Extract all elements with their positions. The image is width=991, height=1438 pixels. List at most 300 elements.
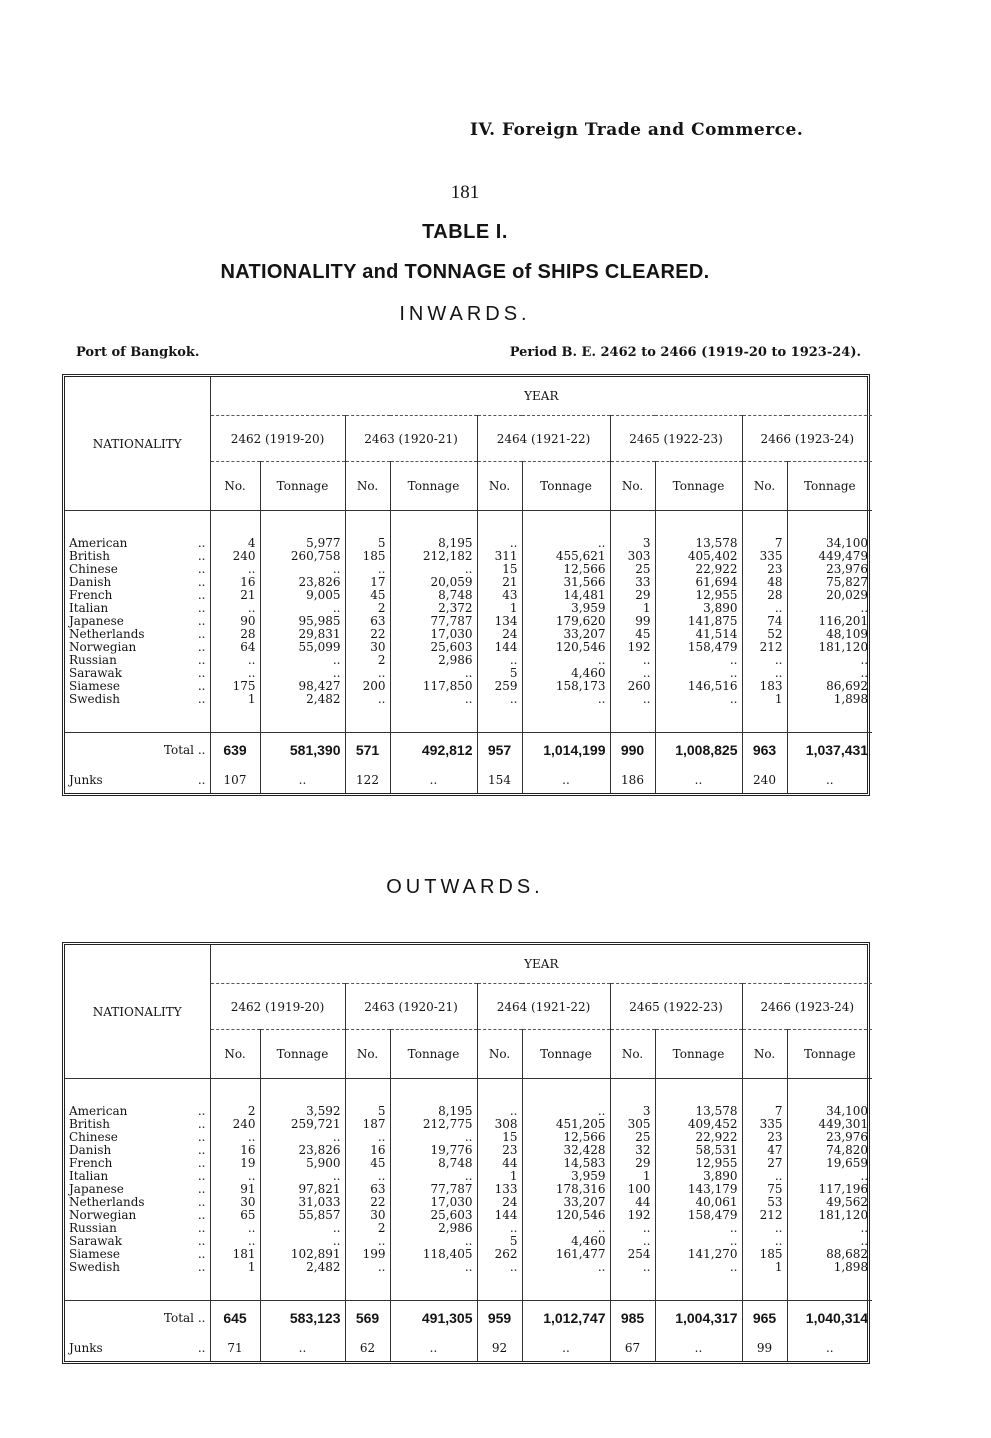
cell-value: 187	[345, 1118, 390, 1131]
cell-value: 55,099	[260, 641, 345, 654]
junks-label: Junks	[69, 1341, 103, 1355]
period-header: 2465 (1922-23)	[610, 416, 742, 462]
cell-value: 405,402	[655, 550, 742, 563]
total-value: 571	[345, 733, 390, 768]
cell-value: 19,659	[787, 1157, 872, 1170]
no-header: No.	[477, 1030, 522, 1079]
nationality-name: American	[69, 537, 128, 550]
cell-value: 144	[477, 641, 522, 654]
leader-dots: ..	[197, 1196, 206, 1209]
junks-value: ..	[260, 1335, 345, 1361]
cell-value: 409,452	[655, 1118, 742, 1131]
table-row	[65, 667, 872, 680]
outwards-heading: OUTWARDS.	[386, 876, 544, 898]
cell-value: 254	[610, 1248, 655, 1261]
cell-value: 90	[210, 615, 260, 628]
cell-value: ..	[787, 602, 872, 615]
cell-value: 64	[210, 641, 260, 654]
table-row	[65, 654, 872, 667]
cell-value: ..	[522, 693, 610, 706]
nationality-name: American	[69, 1105, 128, 1118]
table-row	[65, 1131, 872, 1144]
period-header: 2464 (1921-22)	[477, 984, 610, 1030]
cell-value: 17,030	[390, 628, 477, 641]
period-header: 2465 (1922-23)	[610, 984, 742, 1030]
cell-value: ..	[260, 654, 345, 667]
cell-value: 2	[345, 654, 390, 667]
cell-value: ..	[610, 1261, 655, 1274]
cell-value: 134	[477, 615, 522, 628]
cell-value: ..	[787, 667, 872, 680]
total-label: Total	[163, 1311, 195, 1325]
cell-value: ..	[477, 1105, 522, 1118]
cell-value: ..	[345, 667, 390, 680]
leader-dots: ..	[197, 589, 206, 602]
cell-value: 29	[610, 589, 655, 602]
cell-value: 34,100	[787, 537, 872, 550]
cell-value: 335	[742, 550, 787, 563]
cell-value: 240	[210, 1118, 260, 1131]
cell-value: 141,875	[655, 615, 742, 628]
cell-value: 77,787	[390, 1183, 477, 1196]
total-value: 569	[345, 1301, 390, 1336]
cell-value: 19	[210, 1157, 260, 1170]
no-header: No.	[742, 1030, 787, 1079]
cell-value: 2	[345, 602, 390, 615]
cell-value: 1	[210, 1261, 260, 1274]
cell-value: 100	[610, 1183, 655, 1196]
no-header: No.	[742, 462, 787, 511]
table-row	[65, 1157, 872, 1170]
cell-value: 49,562	[787, 1196, 872, 1209]
cell-value: ..	[260, 1170, 345, 1183]
cell-value: 1	[477, 602, 522, 615]
nationality-name: Netherlands	[69, 1196, 145, 1209]
cell-value: 25	[610, 1131, 655, 1144]
cell-value: 19,776	[390, 1144, 477, 1157]
junks-value: 107	[210, 767, 260, 793]
cell-value: ..	[655, 654, 742, 667]
cell-value: 77,787	[390, 615, 477, 628]
total-value: 965	[742, 1301, 787, 1336]
cell-value: 29,831	[260, 628, 345, 641]
cell-value: ..	[742, 602, 787, 615]
cell-value: 4,460	[522, 667, 610, 680]
nationality-name: Russian	[69, 1222, 117, 1235]
junks-value: 99	[742, 1335, 787, 1361]
total-value: 963	[742, 733, 787, 768]
period-header: 2466 (1923-24)	[742, 984, 872, 1030]
period-header: 2462 (1919-20)	[210, 416, 345, 462]
cell-value: 21	[210, 589, 260, 602]
nationality-name: Norwegian	[69, 1209, 137, 1222]
table-title: TABLE I.	[422, 221, 508, 243]
cell-value: 1	[477, 1170, 522, 1183]
leader-dots: ..	[197, 1341, 206, 1355]
cell-value: 3	[610, 1105, 655, 1118]
cell-value: 15	[477, 1131, 522, 1144]
cell-value: 23,826	[260, 576, 345, 589]
cell-value: 48	[742, 576, 787, 589]
leader-dots: ..	[197, 1248, 206, 1261]
cell-value: ..	[522, 1222, 610, 1235]
cell-value: ..	[260, 667, 345, 680]
period-label: Period B. E. 2462 to 2466 (1919-20 to 1923-24).	[509, 345, 861, 360]
cell-value: ..	[390, 563, 477, 576]
table-row	[65, 641, 872, 654]
table-subtitle: NATIONALITY and TONNAGE of SHIPS CLEARED.	[220, 261, 710, 283]
no-header: No.	[345, 1030, 390, 1079]
table-row	[65, 1222, 872, 1235]
cell-value: 181	[210, 1248, 260, 1261]
cell-value: ..	[610, 667, 655, 680]
cell-value: 158,173	[522, 680, 610, 693]
nationality-name: Sarawak	[69, 1235, 122, 1248]
nationality-name: Sarawak	[69, 667, 122, 680]
cell-value: 24	[477, 1196, 522, 1209]
cell-value: 8,748	[390, 1157, 477, 1170]
cell-value: 1	[610, 1170, 655, 1183]
table-row	[65, 693, 872, 706]
cell-value: 45	[345, 589, 390, 602]
table-row	[65, 680, 872, 693]
nationality-name: Chinese	[69, 1131, 118, 1144]
inwards-heading: INWARDS.	[399, 303, 531, 325]
cell-value: 3,959	[522, 1170, 610, 1183]
nationality-name: British	[69, 550, 110, 563]
period-header: 2464 (1921-22)	[477, 416, 610, 462]
cell-value: 3,592	[260, 1105, 345, 1118]
total-value: 1,014,199	[522, 733, 610, 768]
cell-value: 13,578	[655, 1105, 742, 1118]
cell-value: 259	[477, 680, 522, 693]
cell-value: 116,201	[787, 615, 872, 628]
cell-value: ..	[655, 1235, 742, 1248]
table-row	[65, 1196, 872, 1209]
cell-value: 8,748	[390, 589, 477, 602]
period-header: 2463 (1920-21)	[345, 416, 477, 462]
cell-value: 99	[610, 615, 655, 628]
cell-value: ..	[655, 1222, 742, 1235]
nationality-name: Japanese	[69, 1183, 124, 1196]
year-header: YEAR	[210, 945, 872, 984]
table-row	[65, 1170, 872, 1183]
cell-value: 33,207	[522, 628, 610, 641]
cell-value: 65	[210, 1209, 260, 1222]
cell-value: 44	[477, 1157, 522, 1170]
cell-value: 141,270	[655, 1248, 742, 1261]
cell-value: 1	[610, 602, 655, 615]
total-value: 583,123	[260, 1301, 345, 1336]
leader-dots: ..	[197, 641, 206, 654]
cell-value: 44	[610, 1196, 655, 1209]
cell-value: 7	[742, 537, 787, 550]
cell-value: ..	[345, 693, 390, 706]
cell-value: ..	[477, 654, 522, 667]
junks-value: ..	[655, 767, 742, 793]
year-header: YEAR	[210, 377, 872, 416]
cell-value: 175	[210, 680, 260, 693]
leader-dots: ..	[197, 1235, 206, 1248]
cell-value: ..	[742, 1235, 787, 1248]
cell-value: 185	[345, 550, 390, 563]
nationality-name: Swedish	[69, 693, 120, 706]
junks-value: ..	[787, 1335, 872, 1361]
cell-value: 31,566	[522, 576, 610, 589]
cell-value: 12,955	[655, 589, 742, 602]
cell-value: 22,922	[655, 563, 742, 576]
leader-dots: ..	[197, 743, 206, 757]
table-row	[65, 1144, 872, 1157]
cell-value: 200	[345, 680, 390, 693]
no-header: No.	[210, 462, 260, 511]
cell-value: ..	[742, 1170, 787, 1183]
cell-value: ..	[610, 693, 655, 706]
cell-value: ..	[260, 1235, 345, 1248]
no-header: No.	[610, 1030, 655, 1079]
cell-value: 3,890	[655, 1170, 742, 1183]
cell-value: 98,427	[260, 680, 345, 693]
cell-value: 158,479	[655, 1209, 742, 1222]
tonnage-header: Tonnage	[655, 462, 742, 511]
cell-value: 212	[742, 641, 787, 654]
leader-dots: ..	[197, 1222, 206, 1235]
cell-value: 16	[345, 1144, 390, 1157]
cell-value: ..	[522, 1105, 610, 1118]
cell-value: 28	[742, 589, 787, 602]
cell-value: 43	[477, 589, 522, 602]
table-row	[65, 1209, 872, 1222]
cell-value: ..	[477, 1222, 522, 1235]
cell-value: 48,109	[787, 628, 872, 641]
cell-value: ..	[345, 1170, 390, 1183]
table-row	[65, 615, 872, 628]
cell-value: 144	[477, 1209, 522, 1222]
cell-value: 8,195	[390, 537, 477, 550]
leader-dots: ..	[197, 1118, 206, 1131]
cell-value: 17,030	[390, 1196, 477, 1209]
cell-value: 12,566	[522, 1131, 610, 1144]
cell-value: ..	[210, 1131, 260, 1144]
cell-value: 185	[742, 1248, 787, 1261]
cell-value: 53	[742, 1196, 787, 1209]
cell-value: 212,775	[390, 1118, 477, 1131]
cell-value: 15	[477, 563, 522, 576]
cell-value: ..	[610, 1235, 655, 1248]
cell-value: 305	[610, 1118, 655, 1131]
cell-value: 311	[477, 550, 522, 563]
leader-dots: ..	[197, 563, 206, 576]
nationality-name: British	[69, 1118, 110, 1131]
cell-value: 14,583	[522, 1157, 610, 1170]
cell-value: 181,120	[787, 1209, 872, 1222]
leader-dots: ..	[197, 628, 206, 641]
cell-value: 335	[742, 1118, 787, 1131]
nationality-name: Swedish	[69, 1261, 120, 1274]
nationality-name: Russian	[69, 654, 117, 667]
tonnage-header: Tonnage	[522, 1030, 610, 1079]
cell-value: ..	[210, 654, 260, 667]
junks-value: ..	[522, 1335, 610, 1361]
leader-dots: ..	[197, 576, 206, 589]
cell-value: ..	[390, 1131, 477, 1144]
cell-value: ..	[210, 667, 260, 680]
cell-value: 5	[477, 1235, 522, 1248]
cell-value: ..	[477, 537, 522, 550]
junks-value: 62	[345, 1335, 390, 1361]
cell-value: ..	[655, 693, 742, 706]
cell-value: 4,460	[522, 1235, 610, 1248]
tonnage-header: Tonnage	[787, 462, 872, 511]
cell-value: 40,061	[655, 1196, 742, 1209]
cell-value: 2,986	[390, 654, 477, 667]
cell-value: 23	[742, 1131, 787, 1144]
cell-value: 260,758	[260, 550, 345, 563]
cell-value: 97,821	[260, 1183, 345, 1196]
total-value: 990	[610, 733, 655, 768]
leader-dots: ..	[197, 1311, 206, 1325]
total-row	[65, 1301, 872, 1336]
cell-value: 146,516	[655, 680, 742, 693]
junks-value: 240	[742, 767, 787, 793]
total-value: 1,040,314	[787, 1301, 872, 1336]
total-label: Total	[163, 743, 195, 757]
nationality-name: French	[69, 589, 113, 602]
junks-value: 71	[210, 1335, 260, 1361]
cell-value: 449,479	[787, 550, 872, 563]
cell-value: 24	[477, 628, 522, 641]
cell-value: 451,205	[522, 1118, 610, 1131]
cell-value: ..	[655, 1261, 742, 1274]
cell-value: ..	[522, 537, 610, 550]
cell-value: 133	[477, 1183, 522, 1196]
inwards-grid	[65, 377, 872, 793]
outwards-table	[62, 942, 870, 1364]
cell-value: 16	[210, 576, 260, 589]
leader-dots: ..	[197, 1261, 206, 1274]
leader-dots: ..	[197, 667, 206, 680]
cell-value: 22,922	[655, 1131, 742, 1144]
junks-row	[65, 1335, 872, 1361]
cell-value: ..	[210, 1235, 260, 1248]
table-row	[65, 589, 872, 602]
cell-value: 181,120	[787, 641, 872, 654]
cell-value: 17	[345, 576, 390, 589]
cell-value: ..	[742, 1222, 787, 1235]
junks-value: ..	[655, 1335, 742, 1361]
nationality-name: Norwegian	[69, 641, 137, 654]
junks-value: 186	[610, 767, 655, 793]
total-value: 1,012,747	[522, 1301, 610, 1336]
cell-value: 120,546	[522, 1209, 610, 1222]
leader-dots: ..	[197, 1131, 206, 1144]
cell-value: ..	[210, 563, 260, 576]
leader-dots: ..	[197, 537, 206, 550]
no-header: No.	[477, 462, 522, 511]
cell-value: 1,898	[787, 1261, 872, 1274]
cell-value: 2,482	[260, 693, 345, 706]
cell-value: ..	[345, 1235, 390, 1248]
tonnage-header: Tonnage	[260, 1030, 345, 1079]
junks-value: ..	[390, 767, 477, 793]
cell-value: 23,976	[787, 563, 872, 576]
cell-value: 179,620	[522, 615, 610, 628]
leader-dots: ..	[197, 1105, 206, 1118]
cell-value: 5	[477, 667, 522, 680]
cell-value: 22	[345, 1196, 390, 1209]
period-header: 2462 (1919-20)	[210, 984, 345, 1030]
cell-value: 199	[345, 1248, 390, 1261]
cell-value: ..	[742, 654, 787, 667]
port-label: Port of Bangkok.	[76, 345, 200, 360]
junks-value: 92	[477, 1335, 522, 1361]
junks-value: 67	[610, 1335, 655, 1361]
junks-value: ..	[260, 767, 345, 793]
cell-value: 120,546	[522, 641, 610, 654]
cell-value: 2,986	[390, 1222, 477, 1235]
cell-value: 2	[210, 1105, 260, 1118]
cell-value: 1	[742, 1261, 787, 1274]
cell-value: 52	[742, 628, 787, 641]
outwards-grid	[65, 945, 872, 1361]
cell-value: 2,372	[390, 602, 477, 615]
table-row	[65, 576, 872, 589]
table-row	[65, 1261, 872, 1274]
cell-value: 260	[610, 680, 655, 693]
cell-value: ..	[390, 667, 477, 680]
tonnage-header: Tonnage	[522, 462, 610, 511]
table-row	[65, 628, 872, 641]
table-row	[65, 1248, 872, 1261]
cell-value: ..	[390, 1170, 477, 1183]
tonnage-header: Tonnage	[260, 462, 345, 511]
cell-value: 308	[477, 1118, 522, 1131]
junks-value: 154	[477, 767, 522, 793]
table-row	[65, 537, 872, 550]
cell-value: 47	[742, 1144, 787, 1157]
cell-value: 41,514	[655, 628, 742, 641]
leader-dots: ..	[197, 680, 206, 693]
tonnage-header: Tonnage	[390, 1030, 477, 1079]
junks-row	[65, 767, 872, 793]
leader-dots: ..	[197, 1170, 206, 1183]
cell-value: 74,820	[787, 1144, 872, 1157]
table-row	[65, 1235, 872, 1248]
nationality-header: NATIONALITY	[92, 1004, 182, 1019]
cell-value: 91	[210, 1183, 260, 1196]
cell-value: 262	[477, 1248, 522, 1261]
cell-value: 12,566	[522, 563, 610, 576]
cell-value: 117,850	[390, 680, 477, 693]
leader-dots: ..	[197, 773, 206, 787]
leader-dots: ..	[197, 602, 206, 615]
cell-value: 23,976	[787, 1131, 872, 1144]
nationality-name: Siamese	[69, 1248, 120, 1261]
cell-value: 143,179	[655, 1183, 742, 1196]
total-value: 491,305	[390, 1301, 477, 1336]
period-header: 2463 (1920-21)	[345, 984, 477, 1030]
cell-value: ..	[260, 602, 345, 615]
total-value: 957	[477, 733, 522, 768]
cell-value: 14,481	[522, 589, 610, 602]
cell-value: 1,898	[787, 693, 872, 706]
total-row	[65, 733, 872, 768]
cell-value: 212	[742, 1209, 787, 1222]
total-value: 645	[210, 1301, 260, 1336]
cell-value: 7	[742, 1105, 787, 1118]
table-row	[65, 563, 872, 576]
cell-value: ..	[610, 1222, 655, 1235]
